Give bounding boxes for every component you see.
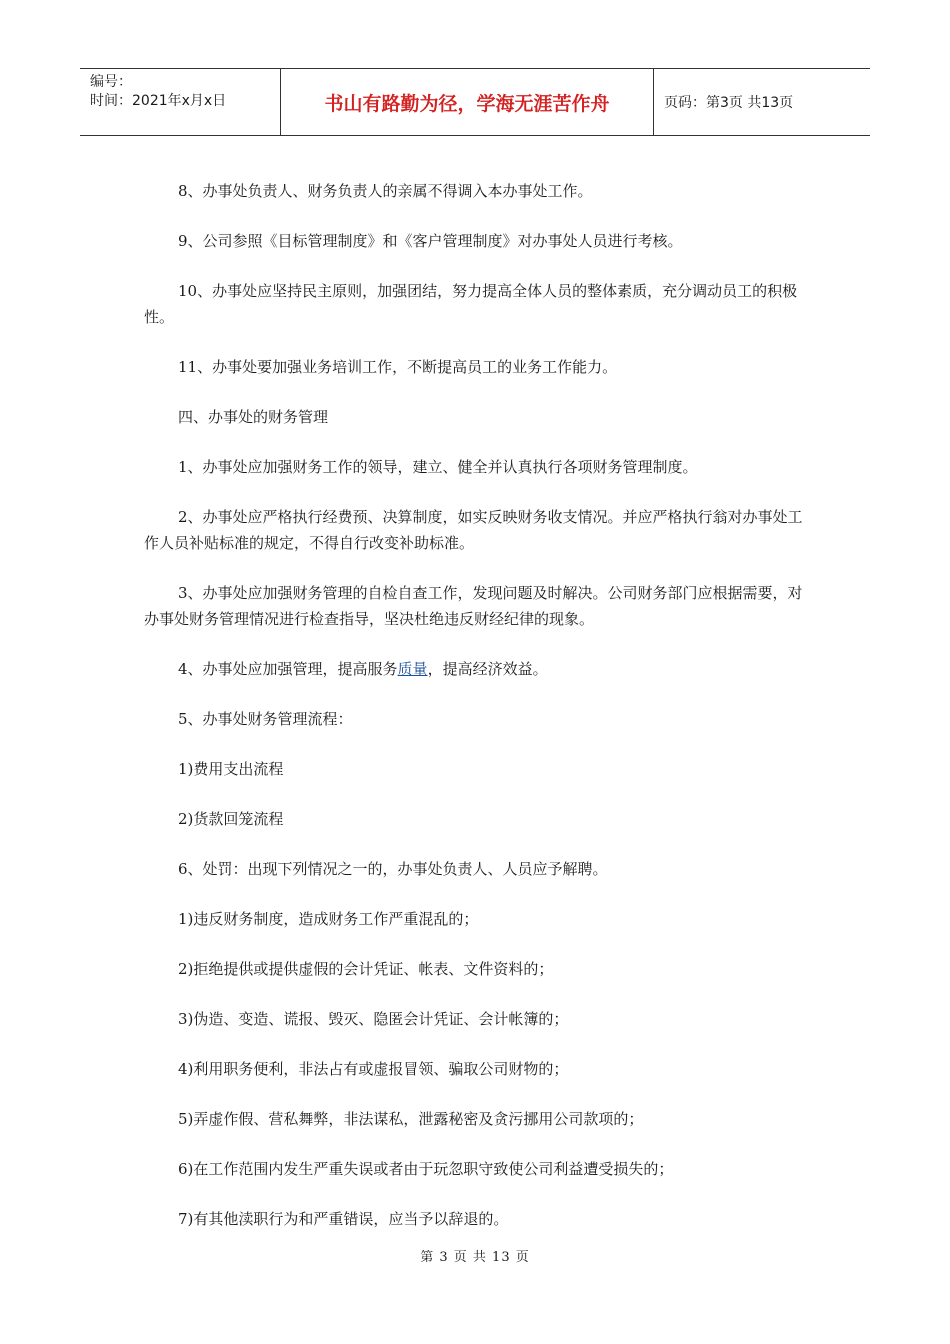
- penalty-item-6: 6)在工作范围内发生严重失误或者由于玩忽职守致使公司利益遭受损失的；: [178, 1160, 674, 1178]
- time-label: 时间：2021年x月x日: [90, 93, 227, 109]
- quality-link[interactable]: 质量: [397, 660, 428, 678]
- penalty-item-4: 4)利用职务便利，非法占有或虚报冒领、骗取公司财物的；: [178, 1060, 569, 1078]
- paragraph-9: 9、公司参照《目标管理制度》和《客户管理制度》对办事处人员进行考核。: [178, 232, 683, 250]
- penalty-item-3: 3)伪造、变造、谎报、毁灭、隐匿会计凭证、会计帐簿的；: [178, 1010, 569, 1028]
- paragraph-finance-2: 2、办事处应严格执行经费预、决算制度，如实反映财务收支情况。并应严格执行翁对办事处工作人员补贴标准的规定，不得自行改变补助标准。: [144, 508, 803, 552]
- page-footer: 第 3 页 共 13 页: [420, 1250, 530, 1265]
- header-meta: [80, 69, 281, 135]
- paragraph-8: 8、办事处负责人、财务负责人的亲属不得调入本办事处工作。: [178, 182, 593, 200]
- paragraph-finance-6: 6、处罚：出现下列情况之一的，办事处负责人、人员应予解聘。: [178, 860, 608, 878]
- penalty-item-2: 2)拒绝提供或提供虚假的会计凭证、帐表、文件资料的；: [178, 960, 554, 978]
- header-page-info: 页码：第3页 共13页: [664, 95, 794, 111]
- paragraph-finance-3: 3、办事处应加强财务管理的自检自查工作，发现问题及时解决。公司财务部门应根据需要，对办事处财务管理情况进行检查指导，坚决杜绝违反财经纪律的现象。: [144, 584, 803, 628]
- section-heading-finance: 四、办事处的财务管理: [178, 408, 329, 426]
- page-header: [80, 68, 870, 136]
- paragraph-finance-4-text: 4、办事处应加强管理，提高服务: [178, 660, 398, 678]
- paragraph-finance-1: 1、办事处应加强财务工作的领导，建立、健全并认真执行各项财务管理制度。: [178, 458, 698, 476]
- number-label: 编号：: [90, 74, 132, 90]
- paragraph-11: 11、办事处要加强业务培训工作，不断提高员工的业务工作能力。: [178, 358, 618, 376]
- penalty-item-7: 7)有其他渎职行为和严重错误，应当予以辞退的。: [178, 1210, 509, 1228]
- flow-item-1: 1)费用支出流程: [178, 760, 284, 778]
- paragraph-finance-4-tail: ，提高经济效益。: [427, 660, 548, 678]
- flow-item-2: 2)货款回笼流程: [178, 810, 284, 828]
- paragraph-10: 10、办事处应坚持民主原则，加强团结，努力提高全体人员的整体素质，充分调动员工的积极性。: [144, 282, 798, 326]
- document-body: [144, 178, 808, 1232]
- paragraph-finance-5: 5、办事处财务管理流程：: [178, 710, 353, 728]
- penalty-item-5: 5)弄虚作假、营私舞弊，非法谋私，泄露秘密及贪污挪用公司款项的；: [178, 1110, 644, 1128]
- paragraph-finance-4: [144, 656, 808, 682]
- penalty-item-1: 1)违反财务制度，造成财务工作严重混乱的；: [178, 910, 479, 928]
- header-motto: 书山有路勤为径，学海无涯苦作舟: [281, 69, 654, 135]
